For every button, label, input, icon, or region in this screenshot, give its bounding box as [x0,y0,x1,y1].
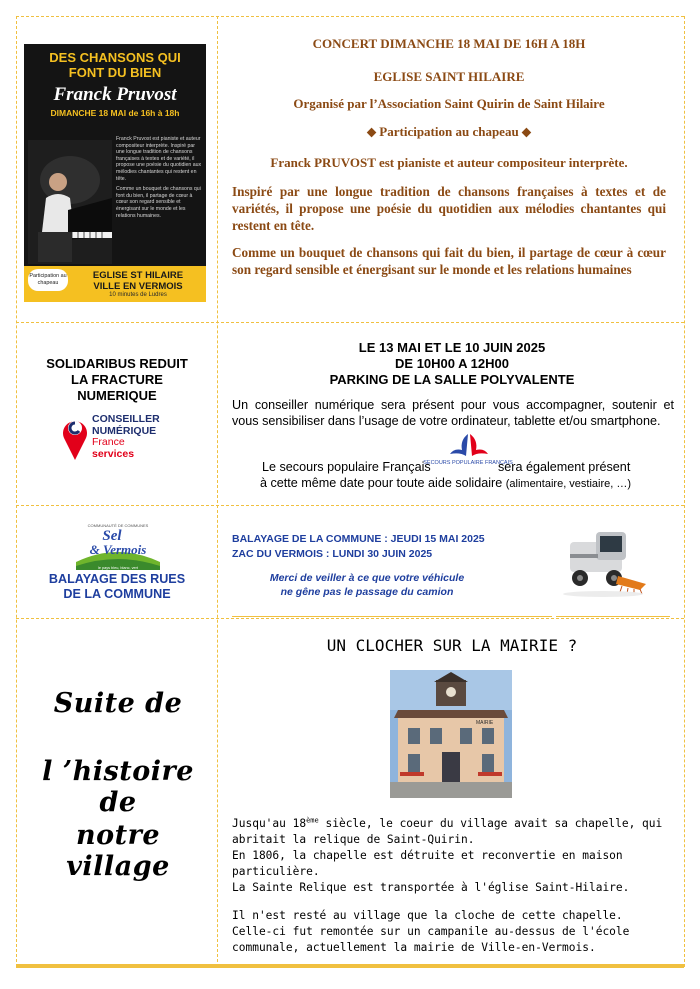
solidaribus-description: Un conseiller numérique sera présent pour vous accompagner, soutenir et vous sensibiliser dans l’usage de votre ordinateur, tablette et/ou smartphone. [232,398,674,428]
poster-footer [24,266,206,302]
solidaribus-dates [232,340,672,388]
balayage-date-line: BALAYAGE DE LA COMMUNE : JEUDI 15 MAI 2025 [232,533,485,545]
solidaribus-title-line: LA FRACTURE [71,372,163,387]
poster-headline-line: DES CHANSONS QUI [49,50,181,65]
logo-small-text: COMMUNAUTÉ DE COMMUNES [87,523,149,528]
secours-text-after: sera également présent [498,460,631,474]
secours-line2-main: à cette même date pour toute aide solidaire [260,476,503,490]
histoire-p1-after: siècle, le coeur du village avait sa chapelle, qui abritait la relique de Saint-Quirin. [232,817,663,846]
concert-organizer: Organisé par l’Association Saint Quirin de Saint Hilaire [293,96,605,111]
location-pin-icon [62,414,88,460]
frame-top-border [16,16,684,17]
histoire-paragraph: Il n'est resté au village que la cloche de cette chapelle. [232,909,623,922]
balayage-title [24,572,210,602]
section-divider [16,618,684,619]
poster-venue [72,270,204,292]
mairie-sign: MAIRIE [476,720,494,726]
solidaribus-title-line: NUMERIQUE [77,388,157,403]
clocher-title: UN CLOCHER SUR LA MAIRIE ? [326,636,578,655]
concert-church: EGLISE SAINT HILAIRE [373,69,525,84]
balayage-underline [556,616,670,617]
concert-paragraph: Comme un bouquet de chansons qui fait du bien, il partage de cœur à cœur son regard sensible et énergisant sur le monde et les relations humaines [232,245,666,277]
poster-date: DIMANCHE 18 MAI de 16h à 18h [50,108,180,118]
histoire-paragraph [232,816,672,848]
balayage-note-line: Merci de veiller à ce que votre véhicule [269,572,465,584]
histoire-paragraph: Celle-ci fut remontée sur un campanile au-dessus de l'école communale, actuellement la mairie de Ville-en-Vermois. [232,925,630,954]
dates-line: PARKING DE LA SALLE POLYVALENTE [329,372,575,387]
secours-populaire-logo [423,430,513,474]
section-divider [16,505,684,506]
secours-text-line2 [260,476,631,490]
concert-participation: ⬥ Participation au chapeau ⬥ [366,124,532,139]
street-sweeper-truck-image [556,526,650,600]
balayage-dates [232,532,485,561]
balayage-note-line: ne gêne pas le passage du camion [280,585,454,598]
logo-vermois-text: & Vermois [89,542,147,557]
logo-tagline: le pays bleu, blanc, vert [98,566,138,570]
sel-vermois-logo [72,522,164,570]
mairie-photo [390,670,512,798]
balayage-underline [232,616,552,617]
poster-artist: Franck Pruvost [53,84,177,105]
logo-sel-text: Sel [102,528,122,544]
logo-text-line: France [92,436,125,448]
concert-artist-line: Franck PRUVOST est pianiste et auteur compositeur interprète. [270,155,628,170]
poster-venue-line: EGLISE ST HILAIRE [92,270,184,281]
poster-bio-paragraph: Franck Pruvost est pianiste et auteur compositeur interprète. Inspiré par une longue tradition de chansons françaises à textes et de variété, il propose une poésie du quotidien aux mélodies chantantes qui restent en tête. [116,136,202,182]
secours-line2-small: (alimentaire, vestiaire, …) [505,478,632,490]
poster-bio-paragraph: Comme un bouquet de chansons qui font du bien, il partage de cœur à cœur son regard sensible et énergisant sur le monde et les relations humaines. [116,186,201,219]
poster-headline [24,44,206,80]
column-divider [217,16,218,967]
concert-poster [24,44,206,302]
logo-text-line: NUMÉRIQUE [92,424,157,437]
frame-right-border [684,16,685,967]
script-title-line: Suite de [53,688,183,719]
script-title-line: notre village [66,820,170,882]
histoire-paragraph: En 1806, la chapelle est détruite et reconvertie en maison particulière. [232,849,623,878]
secours-text-before: Le secours populaire Français [262,460,431,474]
pianist-photo [28,140,112,264]
histoire-p1-before: Jusqu'au 18 [232,817,307,830]
conseiller-numerique-logo [92,414,160,460]
frame-bottom-bar [16,964,684,968]
concert-title: CONCERT DIMANCHE 18 MAI DE 16H A 18H [312,36,586,51]
dates-line: DE 10H00 A 12H00 [395,356,509,371]
balayage-title-line: DE LA COMMUNE [63,587,171,601]
concert-details [232,30,666,278]
poster-headline-line: FONT DU BIEN [68,65,162,80]
histoire-p1-sup: ème [306,816,319,825]
concert-paragraph: Inspiré par une longue tradition de chansons françaises à textes et de variétés, il propose une poésie du quotidien aux mélodies chantantes qui restent en tête. [232,184,666,233]
secours-logo-text: SECOURS POPULAIRE FRANÇAIS [423,460,513,466]
dates-line: LE 13 MAI ET LE 10 JUIN 2025 [358,340,546,355]
balayage-title-line: BALAYAGE DES RUES [48,572,186,586]
poster-distance: 10 minutes de Ludres [109,292,167,298]
paragraph-gap [232,896,672,908]
logo-text-line: CONSEILLER [92,413,160,425]
secours-hand-icon [423,430,513,474]
histoire-text [232,816,672,956]
poster-bio [116,136,202,223]
balayage-date-line: ZAC DU VERMOIS : LUNDI 30 JUIN 2025 [232,547,433,560]
balayage-note [232,572,502,599]
frame-left-border [16,16,17,967]
participation-badge: Participation au chapeau [28,269,68,291]
section-divider [16,322,684,323]
solidaribus-title-line: SOLIDARIBUS REDUIT [46,356,188,371]
logo-text-line: services [92,447,135,460]
script-title-line: l ’histoire de [42,756,194,818]
solidaribus-title [24,356,210,404]
histoire-paragraph: La Sainte Relique est transportée à l'église Saint-Hilaire. [232,881,630,894]
poster-venue-line: VILLE EN VERMOIS [93,281,183,292]
